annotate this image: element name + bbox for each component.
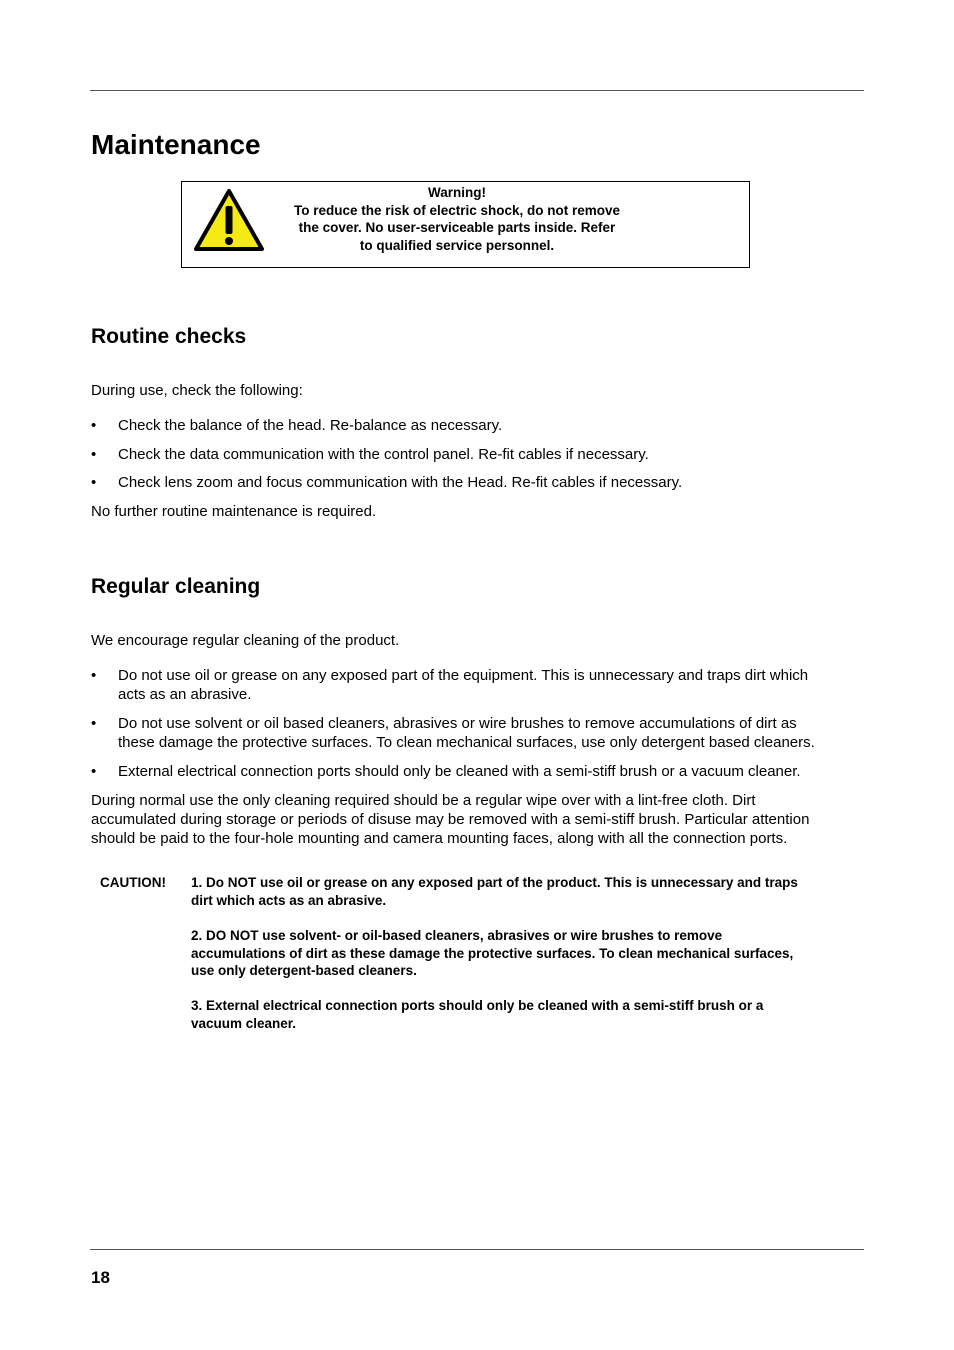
caution-item	[191, 927, 793, 980]
bullet-marker: •	[91, 446, 97, 463]
list-item-text: Check lens zoom and focus communication with the Head. Re-fit cables if necessary.	[118, 474, 683, 491]
list-item-text: these damage the protective surfaces. To clean mechanical surfaces, use only detergent based cleaners.	[118, 734, 815, 751]
cleaning-paragraph	[91, 791, 809, 848]
list-item-text: Do not use oil or grease on any exposed part of the equipment. This is unnecessary and traps dirt which	[118, 667, 809, 684]
paragraph-line: During normal use the only cleaning required should be a regular wipe over with a lint-free cloth. Dirt	[91, 792, 756, 809]
page-number: 18	[91, 1268, 110, 1287]
list-item-text: acts as an abrasive.	[118, 686, 252, 703]
warning-line: the cover. No user-serviceable parts inside. Refer	[298, 220, 616, 235]
bullet-marker: •	[91, 417, 97, 434]
caution-line: 1. Do NOT use oil or grease on any exposed part of the product. This is unnecessary and traps	[191, 875, 798, 890]
list-item-text: External electrical connection ports should only be cleaned with a semi-stiff brush or a vacuum cleaner.	[118, 763, 801, 780]
caution-label: CAUTION!	[100, 875, 166, 890]
caution-item	[191, 997, 763, 1032]
bullet-marker: •	[91, 715, 97, 732]
footer-rule	[90, 1249, 864, 1250]
routine-intro: During use, check the following:	[91, 382, 303, 399]
warning-line: to qualified service personnel.	[359, 237, 555, 253]
warning-triangle-icon	[193, 188, 265, 252]
bullet-marker: •	[91, 474, 97, 491]
paragraph-line: should be paid to the four-hole mounting and camera mounting faces, along with all the connection ports.	[91, 830, 788, 847]
warning-box	[181, 181, 750, 268]
bullet-marker: •	[91, 763, 97, 780]
paragraph-line: accumulated during storage or periods of disuse may be removed with a semi-stiff brush. Particular attention	[91, 811, 810, 828]
caution-line: use only detergent-based cleaners.	[191, 963, 417, 978]
caution-line: 3. External electrical connection ports should only be cleaned with a semi-stiff brush or a	[191, 998, 764, 1013]
caution-line: vacuum cleaner.	[191, 1015, 297, 1031]
regular-cleaning-heading: Regular cleaning	[91, 575, 261, 598]
page-title: Maintenance	[91, 129, 261, 160]
caution-line: accumulations of dirt as these damage the protective surfaces. To clean mechanical surfaces,	[191, 945, 794, 961]
warning-text	[277, 184, 637, 254]
cleaning-intro: We encourage regular cleaning of the product.	[91, 632, 400, 649]
list-item-text: Do not use solvent or oil based cleaners, abrasives or wire brushes to remove accumulations of dirt as	[118, 715, 797, 732]
routine-checks-heading: Routine checks	[91, 325, 247, 348]
warning-heading: Warning!	[428, 185, 486, 200]
warning-line: To reduce the risk of electric shock, do not remove	[293, 202, 621, 218]
list-item-text: Check the balance of the head. Re-balance as necessary.	[118, 417, 503, 434]
routine-outro: No further routine maintenance is required.	[91, 503, 377, 520]
bullet-marker: •	[91, 667, 97, 684]
caution-line: 2. DO NOT use solvent- or oil-based cleaners, abrasives or wire brushes to remove	[191, 928, 723, 943]
caution-item	[191, 874, 798, 909]
header-rule	[90, 90, 864, 91]
list-item-text: Check the data communication with the control panel. Re-fit cables if necessary.	[118, 446, 649, 463]
caution-line: dirt which acts as an abrasive.	[191, 892, 387, 908]
